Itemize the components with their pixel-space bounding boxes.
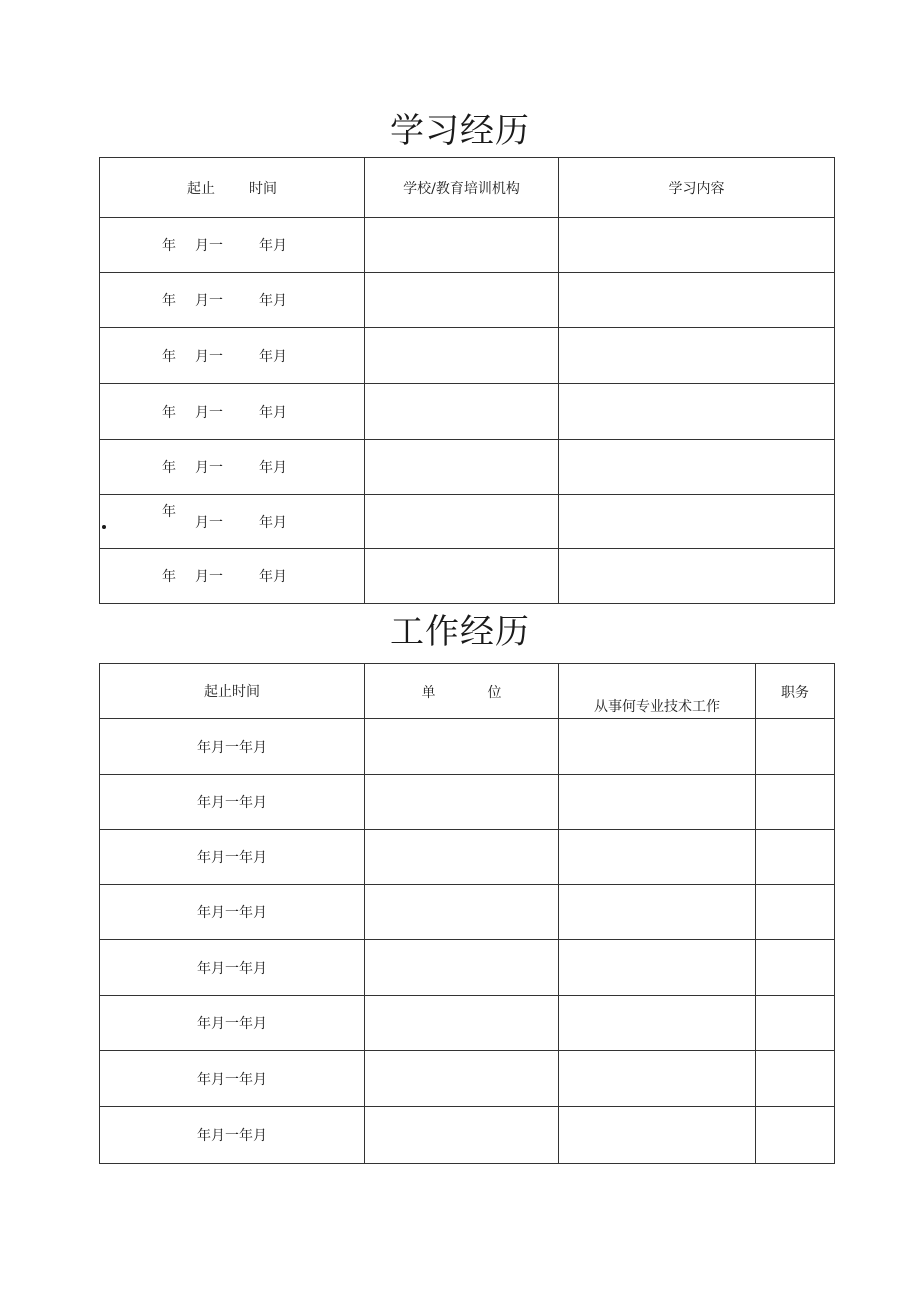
work-date-cell: 年月一年月 xyxy=(100,775,365,830)
study-header-school: 学校/教育培训机构 xyxy=(365,158,559,218)
study-month-start: 月一 xyxy=(195,569,223,585)
study-header-row xyxy=(100,158,835,218)
study-row xyxy=(100,495,835,549)
work-position-cell[interactable] xyxy=(756,996,835,1051)
study-row xyxy=(100,218,835,273)
study-year-start: 年 xyxy=(162,503,176,520)
work-unit-cell[interactable] xyxy=(365,940,559,996)
study-year-month-end: 年月 xyxy=(259,514,287,531)
work-date-cell: 年月一年月 xyxy=(100,885,365,940)
study-school-cell[interactable] xyxy=(365,218,559,273)
study-year-start: 年 xyxy=(162,293,176,309)
work-header-unit xyxy=(365,664,559,719)
study-year-month-end: 年月 xyxy=(259,293,287,309)
work-row xyxy=(100,719,835,775)
study-header-time-label: 时间 xyxy=(249,180,277,197)
study-month-start: 月一 xyxy=(195,514,223,531)
study-school-cell[interactable] xyxy=(365,440,559,495)
study-header-time-start: 起止 xyxy=(187,180,215,197)
study-date-cell xyxy=(100,328,365,384)
study-school-cell[interactable] xyxy=(365,384,559,440)
study-month-start: 月一 xyxy=(195,293,223,309)
work-row xyxy=(100,1107,835,1164)
study-school-cell[interactable] xyxy=(365,328,559,384)
study-year-start: 年 xyxy=(162,460,176,476)
work-date-cell: 年月一年月 xyxy=(100,940,365,996)
work-row xyxy=(100,885,835,940)
work-header-time: 起止时间 xyxy=(100,664,365,719)
study-header-content: 学习内容 xyxy=(559,158,835,218)
study-month-start: 月一 xyxy=(195,348,223,365)
study-school-cell[interactable] xyxy=(365,549,559,604)
work-row xyxy=(100,996,835,1051)
work-history-table xyxy=(99,663,835,1164)
study-date-cell xyxy=(100,440,365,495)
work-position-cell[interactable] xyxy=(756,1107,835,1164)
study-month-start: 月一 xyxy=(195,460,223,476)
study-row xyxy=(100,384,835,440)
study-month-start: 月一 xyxy=(195,238,223,254)
study-content-cell[interactable] xyxy=(559,273,835,328)
study-school-cell[interactable] xyxy=(365,273,559,328)
work-specialty-cell[interactable] xyxy=(559,996,756,1051)
work-row xyxy=(100,775,835,830)
work-position-cell[interactable] xyxy=(756,940,835,996)
study-year-start: 年 xyxy=(162,569,176,585)
work-specialty-cell[interactable] xyxy=(559,775,756,830)
work-unit-cell[interactable] xyxy=(365,830,559,885)
study-row xyxy=(100,440,835,495)
work-date-cell: 年月一年月 xyxy=(100,1107,365,1164)
study-row xyxy=(100,328,835,384)
study-content-cell[interactable] xyxy=(559,384,835,440)
work-date-cell: 年月一年月 xyxy=(100,719,365,775)
work-row xyxy=(100,1051,835,1107)
study-year-month-end: 年月 xyxy=(259,460,287,476)
work-position-cell[interactable] xyxy=(756,719,835,775)
study-year-start: 年 xyxy=(162,404,176,421)
work-specialty-cell[interactable] xyxy=(559,830,756,885)
study-date-cell xyxy=(100,384,365,440)
work-unit-cell[interactable] xyxy=(365,996,559,1051)
work-unit-cell[interactable] xyxy=(365,1051,559,1107)
work-position-cell[interactable] xyxy=(756,830,835,885)
work-date-cell: 年月一年月 xyxy=(100,996,365,1051)
study-content-cell[interactable] xyxy=(559,328,835,384)
work-specialty-cell[interactable] xyxy=(559,1107,756,1164)
work-unit-cell[interactable] xyxy=(365,775,559,830)
work-position-cell[interactable] xyxy=(756,775,835,830)
study-content-cell[interactable] xyxy=(559,440,835,495)
work-position-cell[interactable] xyxy=(756,885,835,940)
bullet-dot xyxy=(102,525,106,529)
study-content-cell[interactable] xyxy=(559,218,835,273)
study-content-cell[interactable] xyxy=(559,495,835,549)
study-year-month-end: 年月 xyxy=(259,238,287,254)
work-unit-cell[interactable] xyxy=(365,719,559,775)
study-year-start: 年 xyxy=(162,238,176,254)
study-year-month-end: 年月 xyxy=(259,569,287,585)
study-history-table xyxy=(99,157,835,604)
work-specialty-cell[interactable] xyxy=(559,719,756,775)
study-year-start: 年 xyxy=(162,348,176,365)
work-header-unit-b: 位 xyxy=(487,685,502,701)
work-header-specialty: 从事何专业技术工作 xyxy=(559,664,756,719)
study-month-start: 月一 xyxy=(195,404,223,421)
study-header-time xyxy=(100,158,365,218)
work-specialty-cell[interactable] xyxy=(559,1051,756,1107)
work-row xyxy=(100,940,835,996)
study-date-cell xyxy=(100,495,365,549)
study-year-month-end: 年月 xyxy=(259,348,287,365)
study-date-cell xyxy=(100,218,365,273)
work-date-cell: 年月一年月 xyxy=(100,1051,365,1107)
work-section-title: 工作经历 xyxy=(390,612,530,652)
work-header-row xyxy=(100,664,835,719)
study-date-cell xyxy=(100,549,365,604)
study-row xyxy=(100,273,835,328)
work-specialty-cell[interactable] xyxy=(559,885,756,940)
study-row xyxy=(100,549,835,604)
study-school-cell[interactable] xyxy=(365,495,559,549)
work-header-unit-a: 单 xyxy=(421,685,436,701)
work-unit-cell[interactable] xyxy=(365,885,559,940)
work-header-position: 职务 xyxy=(756,664,835,719)
work-position-cell[interactable] xyxy=(756,1051,835,1107)
work-unit-cell[interactable] xyxy=(365,1107,559,1164)
work-date-cell: 年月一年月 xyxy=(100,830,365,885)
study-year-month-end: 年月 xyxy=(259,404,287,421)
work-specialty-cell[interactable] xyxy=(559,940,756,996)
work-row xyxy=(100,830,835,885)
study-date-cell xyxy=(100,273,365,328)
study-content-cell[interactable] xyxy=(559,549,835,604)
study-section-title: 学习经历 xyxy=(390,111,530,151)
